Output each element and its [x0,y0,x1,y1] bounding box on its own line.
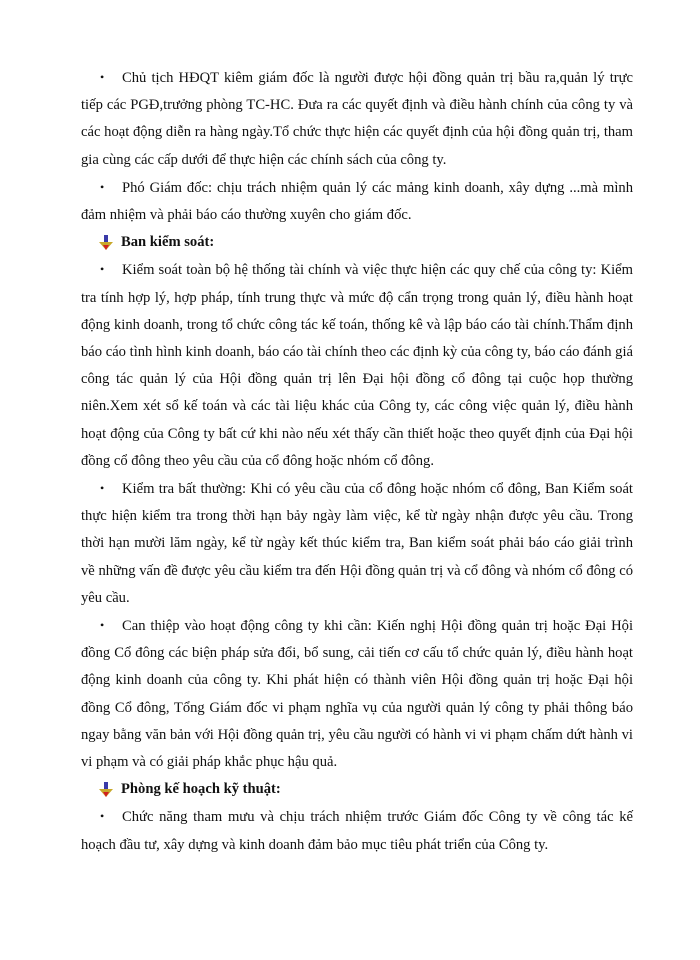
paragraph-text: Can thiệp vào hoạt động công ty khi cần: Kiến nghị Hội đồng quản trị hoặc Đại Hội đồng Cổ đông các biện pháp sửa đổi, bổ sung, cải tiến cơ cấu tổ chức quản lý, điều hành hoạt động kinh doanh của công ty. Khi phát hiện có thành viên Hội đồng quản trị hoặc Đại hội đồng Cổ đông, Tổng Giám đốc vi phạm nghĩa vụ của người quản lý công ty phải thông báo ngay bằng văn bản với Hội đồng quản trị, yêu cầu người có hành vi vi phạm chấm dứt hành vi vi phạm và có giải pháp khắc phục hậu quả. [81,618,633,771]
bullet-icon: • [100,70,105,84]
paragraph-text: Chủ tịch HĐQT kiêm giám đốc là người được hội đồng quản trị bầu ra,quản lý trực tiếp các PGĐ,trưởng phòng TC-HC. Đưa ra các quyết định và điều hành chính của công ty và các hoạt động diễn ra hàng ngày.Tổ chức thực hiện các quyết định của hội đồng quản trị, tham gia cùng các cấp dưới để thực hiện các chính sách của công ty. [81,70,633,168]
bullet-paragraph-financial-control [81,256,633,475]
paragraph-text: Chức năng tham mưu và chịu trách nhiệm trước Giám đốc Công ty về công tác kế hoạch đầu tư, xây dựng và kinh doanh đảm bảo mục tiêu phát triển của Công ty. [81,809,633,853]
bullet-paragraph-vice-director [81,174,633,229]
paragraph-text: Phó Giám đốc: chịu trách nhiệm quản lý các mảng kinh doanh, xây dựng ...mà mình đảm nhiệm và phải báo cáo thường xuyên cho giám đốc. [81,179,633,224]
bullet-icon: • [100,809,105,824]
heading-text: Phòng kế hoạch kỹ thuật: [121,781,281,798]
bullet-paragraph-irregular-inspection [81,475,633,612]
paragraph-text: Kiểm soát toàn bộ hệ thống tài chính và việc thực hiện các quy chế của công ty: Kiểm tra tính hợp lý, hợp pháp, tính trung thực và mức độ cẩn trọng trong quản lý, điều hành hoạt động kinh doanh, trong tổ chức công tác kế toán, thống kê và lập báo cáo tài chính.Thẩm định báo cáo tình hình kinh doanh, báo cáo tài chính theo các định kỳ của công ty, báo cáo đánh giá công tác quản lý của Hội đồng quản trị lên Đại hội đồng cổ đông tại cuộc họp thường niên.Xem xét sổ kế toán và các tài liệu khác của Công ty, các công việc quản lý, điều hành hoạt động của Công ty bất cứ khi nào nếu xét thấy cần thiết hoặc theo quyết định của Đại hội đồng cổ đông theo yêu cầu của cổ đông hoặc nhóm cổ đông. [81,262,633,469]
bullet-icon: • [100,618,105,633]
section-heading-supervisory-board [81,229,633,256]
heading-text: Ban kiểm soát: [121,234,215,251]
arrow-down-icon [99,782,113,798]
bullet-icon: • [100,481,105,496]
bullet-paragraph-intervention [81,612,633,776]
document-body [81,64,633,859]
bullet-paragraph-chairman [81,64,633,174]
bullet-icon: • [100,262,105,277]
arrow-down-icon [99,235,113,251]
section-heading-planning-department [81,776,633,803]
paragraph-text: Kiểm tra bất thường: Khi có yêu cầu của cổ đông hoặc nhóm cổ đông, Ban Kiểm soát thực hiện kiểm tra trong thời hạn bảy ngày làm việc, kể từ ngày nhận được yêu cầu. Trong thời hạn mười lăm ngày, kể từ ngày kết thúc kiểm tra, Ban kiểm soát phải báo cáo giải trình về những vấn đề được yêu cầu kiểm tra đến Hội đồng quản trị và cổ đông và nhóm cổ đông có yêu cầu. [81,481,633,606]
bullet-paragraph-planning-function [81,803,633,858]
bullet-icon: • [100,179,105,194]
